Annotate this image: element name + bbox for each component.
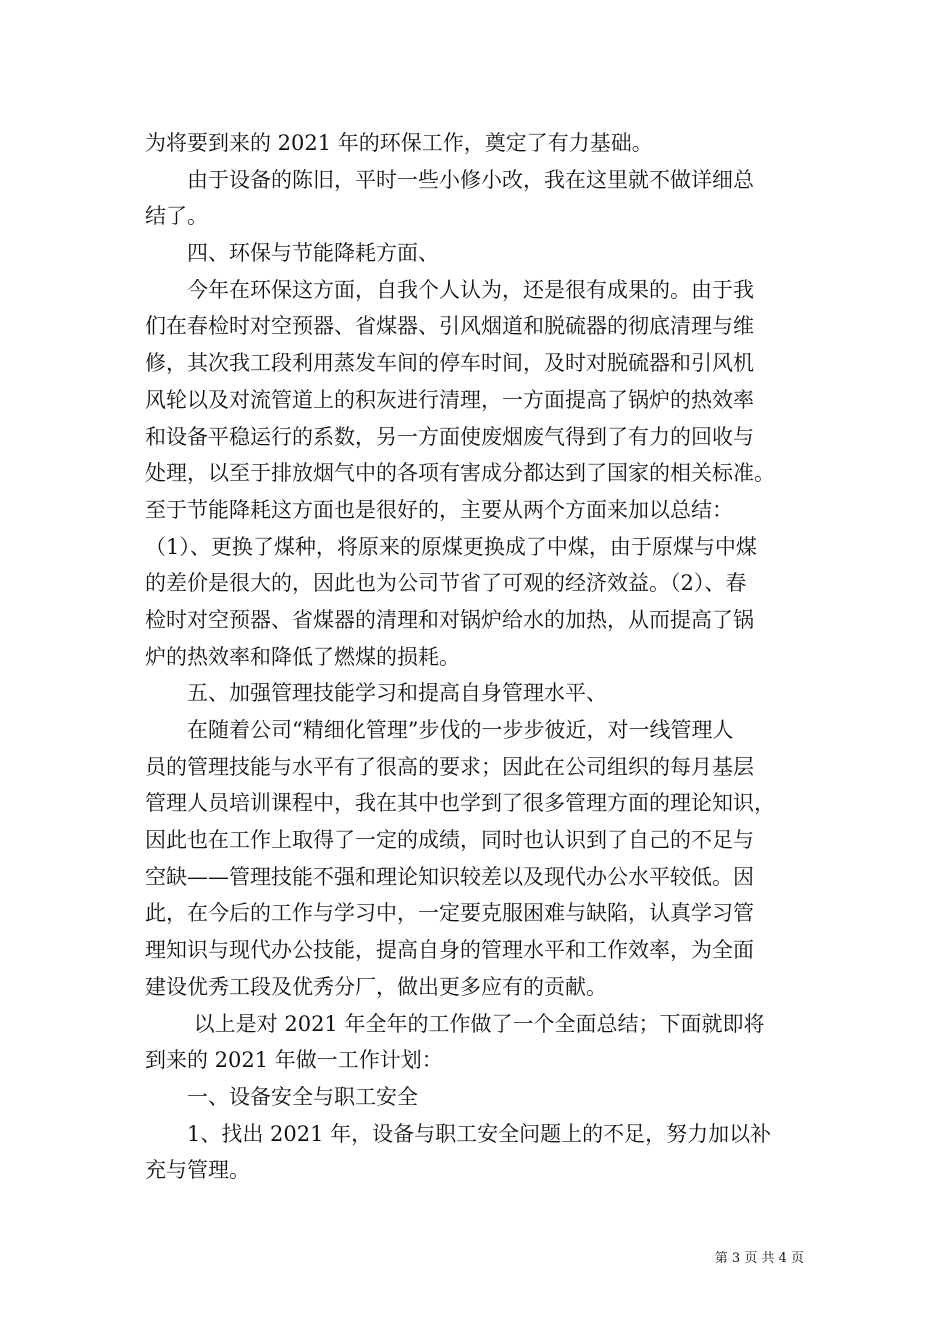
text-line: 炉的热效率和降低了燃煤的损耗。 <box>145 644 460 669</box>
text-line: 结了。 <box>145 204 208 229</box>
text-line: 在随着公司“精细化管理”步伐的一步步彼近，对一线管理人 <box>145 718 734 742</box>
text-line: 的差价是很大的，因此也为公司节省了可观的经济效益。（2）、春 <box>145 571 747 596</box>
text-line: 为将要到来的 2021 年的环保工作，奠定了有力基础。 <box>145 131 653 155</box>
text-line: 充与管理。 <box>145 1158 250 1183</box>
text-line: 修，其次我工段利用蒸发车间的停车时间，及时对脱硫器和引风机 <box>145 351 754 376</box>
text-line: 空缺——管理技能不强和理论知识较差以及现代办公水平较低。因 <box>145 864 754 889</box>
document-body <box>145 125 805 1189</box>
section-heading: 一、设备安全与职工安全 <box>145 1084 418 1109</box>
text-line: 由于设备的陈旧，平时一些小修小改，我在这里就不做详细总 <box>145 167 754 192</box>
text-line: 风轮以及对流管道上的积灰进行清理，一方面提高了锅炉的热效率 <box>145 387 754 412</box>
section-heading: 五、加强管理技能学习和提高自身管理水平、 <box>145 681 607 706</box>
text-line: 此，在今后的工作与学习中，一定要克服困难与缺陷，认真学习管 <box>145 901 754 926</box>
text-line: 管理人员培训课程中，我在其中也学到了很多管理方面的理论知识， <box>145 791 775 816</box>
page-number: 第 3 页 共 4 页 <box>714 1251 804 1266</box>
text-line: 检时对空预器、省煤器的清理和对锅炉给水的加热，从而提高了锅 <box>145 607 754 632</box>
text-line: 以上是对 2021 年全年的工作做了一个全面总结；下面就即将 <box>145 1011 765 1036</box>
text-line: 今年在环保这方面，自我个人认为，还是很有成果的。由于我 <box>145 277 754 302</box>
text-line: 员的管理技能与水平有了很高的要求；因此在公司组织的每月基层 <box>145 754 754 779</box>
section-heading: 四、环保与节能降耗方面、 <box>145 241 439 266</box>
text-line: 们在春检时对空预器、省煤器、引风烟道和脱硫器的彻底清理与维 <box>145 314 754 339</box>
text-line: 1、找出 2021 年，设备与职工安全问题上的不足，努力加以补 <box>145 1121 772 1146</box>
text-line: 和设备平稳运行的系数，另一方面使废烟废气得到了有力的回收与 <box>145 424 754 449</box>
text-line: 建设优秀工段及优秀分厂，做出更多应有的贡献。 <box>145 974 607 999</box>
text-line: 因此也在工作上取得了一定的成绩，同时也认识到了自己的不足与 <box>145 828 754 853</box>
text-line: （1）、更换了煤种，将原来的原煤更换成了中煤，由于原煤与中煤 <box>145 534 757 559</box>
text-line: 理知识与现代办公技能，提高自身的管理水平和工作效率，为全面 <box>145 938 754 963</box>
text-line: 至于节能降耗这方面也是很好的，主要从两个方面来加以总结： <box>145 497 733 522</box>
text-line: 到来的 2021 年做一工作计划： <box>145 1048 443 1073</box>
text-line: 处理，以至于排放烟气中的各项有害成分都达到了国家的相关标准。 <box>145 461 775 486</box>
